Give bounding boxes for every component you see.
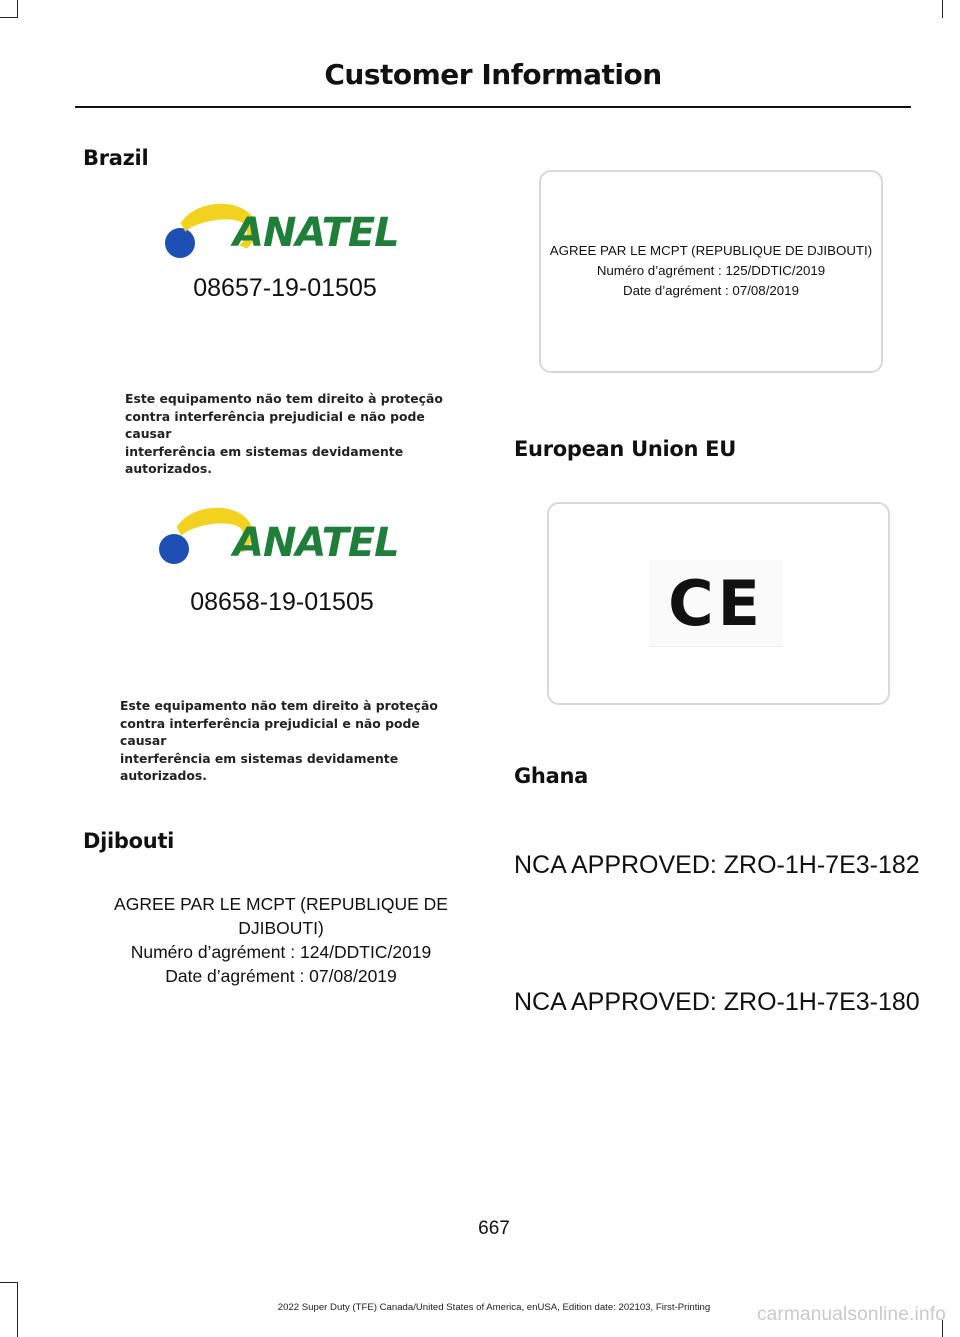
notice-line: contra interferência prejudicial e não pode causar <box>120 715 420 748</box>
anatel-certificate-number: 08657-19-01505 <box>193 274 377 302</box>
djibouti-box-date: Date d’agrément : 07/08/2019 <box>623 283 799 298</box>
crop-mark-top-left-vertical <box>17 0 18 18</box>
anatel-notice <box>125 390 470 478</box>
notice-line: Este equipamento não tem direito à proteção <box>125 391 443 406</box>
crop-mark-top-right <box>942 0 943 18</box>
header-divider <box>75 106 911 108</box>
ghana-approval-2: NCA APPROVED: ZRO-1H-7E3-180 <box>514 988 920 1016</box>
section-heading-djibouti: Djibouti <box>83 829 175 853</box>
crop-mark-bottom-left-horizontal <box>0 1282 18 1283</box>
anatel-label-1 <box>115 196 465 476</box>
notice-line: interferência em sistemas devidamente autorizados. <box>120 750 399 783</box>
section-heading-brazil: Brazil <box>83 146 149 170</box>
notice-line: interferência em sistemas devidamente autorizados. <box>125 443 404 476</box>
anatel-certificate-number: 08658-19-01505 <box>190 588 374 616</box>
crop-mark-top-left-horizontal <box>0 17 18 18</box>
djibouti-approval-date: Date d’agrément : 07/08/2019 <box>165 966 397 986</box>
section-heading-ghana: Ghana <box>514 764 588 788</box>
djibouti-box-line: AGREE PAR LE MCPT (REPUBLIQUE DE DJIBOUTI) <box>549 243 873 258</box>
ce-mark-icon: CE <box>668 567 764 640</box>
anatel-logo-text: ANATEL <box>233 210 399 256</box>
section-heading-eu: European Union EU <box>514 437 736 461</box>
notice-line: Este equipamento não tem direito à proteção <box>120 698 438 713</box>
djibouti-approval-number: Numéro d’agrément : 124/DDTIC/2019 <box>130 942 432 962</box>
footer-edition-text: 2022 Super Duty (TFE) Canada/United States of America, enUSA, Edition date: 202103, First-Printing <box>277 1302 711 1313</box>
anatel-logo-text: ANATEL <box>233 520 399 566</box>
page-number: 667 <box>478 1218 510 1239</box>
ce-mark-area <box>649 560 783 647</box>
ce-mark-box <box>547 502 890 705</box>
notice-line: contra interferência prejudicial e não pode causar <box>125 408 425 441</box>
ghana-approval-1: NCA APPROVED: ZRO-1H-7E3-182 <box>514 851 920 879</box>
watermark: carmanualsonline.info <box>756 1304 946 1325</box>
anatel-label-2 <box>115 498 465 783</box>
page-title: Customer Information <box>324 58 662 91</box>
djibouti-box-number: Numéro d’agrément : 125/DDTIC/2019 <box>596 263 826 278</box>
anatel-notice <box>120 697 465 785</box>
djibouti-approval-box <box>539 170 883 373</box>
anatel-logo <box>115 504 465 564</box>
anatel-logo <box>115 200 465 260</box>
djibouti-box-text <box>541 241 881 301</box>
djibouti-approval-text <box>82 892 480 988</box>
djibouti-approval-line: AGREE PAR LE MCPT (REPUBLIQUE DE DJIBOUTI) <box>114 894 448 938</box>
